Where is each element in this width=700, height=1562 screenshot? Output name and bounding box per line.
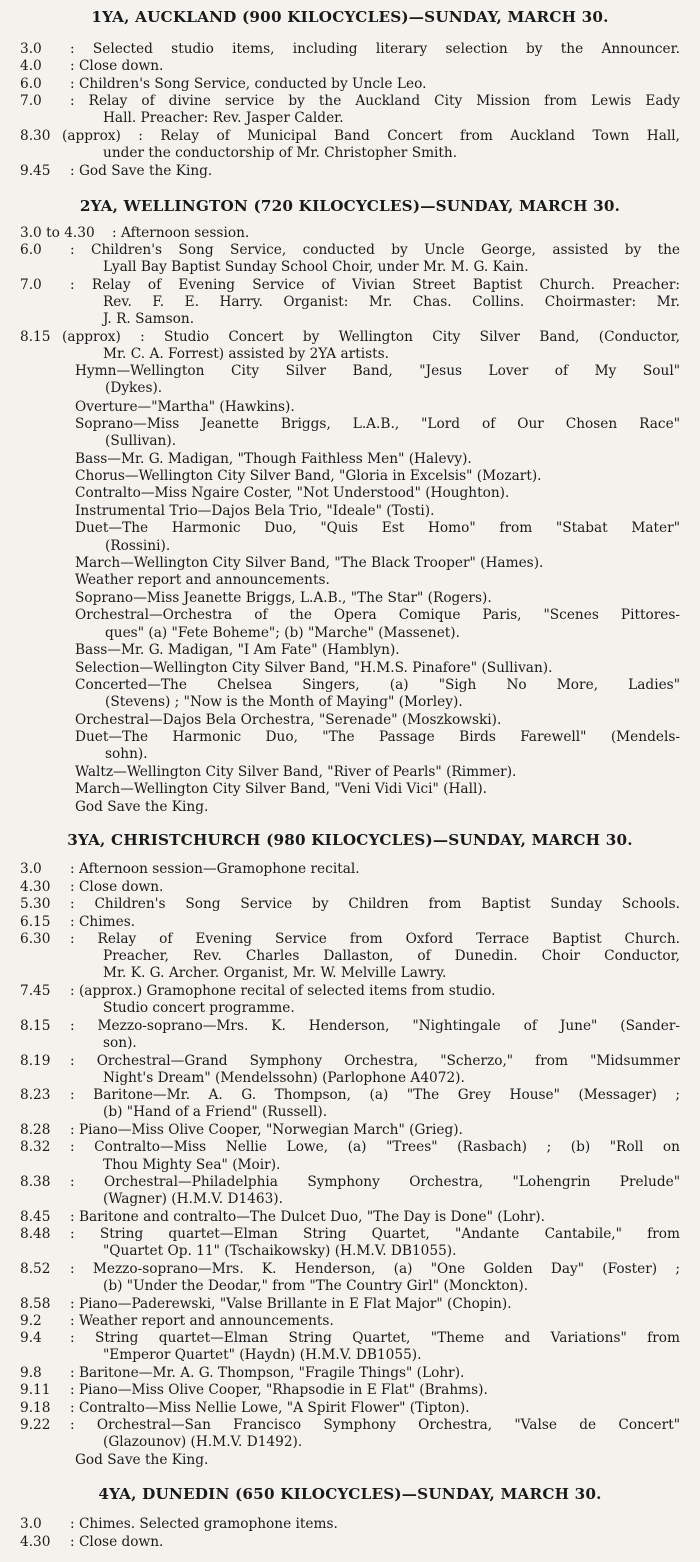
item-time: 8.32 bbox=[20, 1139, 51, 1155]
program-text: Concerted—The Chelsea Singers, (a) "Sigh No More, Ladies" bbox=[75, 677, 680, 693]
item-time: 3.0 bbox=[20, 41, 42, 57]
item-text-continued: Mr. C. A. Forrest) assisted by 2YA artists. bbox=[103, 346, 389, 362]
item-time: 8.30 bbox=[20, 128, 51, 144]
item-time: 4.30 bbox=[20, 879, 51, 895]
item-text-continued: under the conductorship of Mr. Christopher Smith. bbox=[103, 145, 458, 161]
program-text: Overture—"Martha" (Hawkins). bbox=[75, 399, 295, 415]
item-time: 4.0 bbox=[20, 58, 42, 74]
item-text-continued: "Quartet Op. 11" (Tschaikowsky) (H.M.V. DB1055). bbox=[103, 1243, 457, 1259]
item-time: 8.15 bbox=[20, 1018, 51, 1034]
program-text: Bass—Mr. G. Madigan, "I Am Fate" (Hamblyn). bbox=[75, 642, 400, 658]
item-text: : Children's Song Service, conducted by Uncle Leo. bbox=[70, 76, 427, 92]
item-text-continued: Thou Mighty Sea" (Moir). bbox=[103, 1157, 281, 1173]
item-time: 9.4 bbox=[20, 1330, 42, 1346]
item-time: 8.28 bbox=[20, 1122, 51, 1138]
station-header-3ya: 3YA, CHRISTCHURCH (980 KILOCYCLES)—SUNDAY, MARCH 30. bbox=[67, 831, 633, 849]
item-text-continued: Lyall Bay Baptist Sunday School Choir, under Mr. M. G. Kain. bbox=[103, 259, 529, 275]
program-text: Duet—The Harmonic Duo, "Quis Est Homo" from "Stabat Mater" bbox=[75, 520, 680, 536]
program-text: Instrumental Trio—Dajos Bela Trio, "Ideale" (Tosti). bbox=[75, 503, 435, 519]
item-text: : String quartet—Elman String Quartet, "Andante Cantabile," from bbox=[70, 1226, 680, 1242]
item-text-continued: (Glazounov) (H.M.V. D1492). bbox=[103, 1434, 303, 1450]
program-text: Waltz—Wellington City Silver Band, "River of Pearls" (Rimmer). bbox=[75, 764, 517, 780]
item-text-continued: son). bbox=[103, 1035, 137, 1051]
program-text: Selection—Wellington City Silver Band, "H.M.S. Pinafore" (Sullivan). bbox=[75, 660, 553, 676]
program-text: March—Wellington City Silver Band, "Veni Vidi Vici" (Hall). bbox=[75, 781, 488, 797]
item-time: 8.48 bbox=[20, 1226, 51, 1242]
item-text-continued: (b) "Under the Deodar," from "The Country Girl" (Monckton). bbox=[103, 1278, 529, 1294]
item-text: : Chimes. Selected gramophone items. bbox=[70, 1516, 338, 1532]
item-text: : Relay of Evening Service from Oxford Terrace Baptist Church. bbox=[70, 931, 680, 947]
item-text-continued: Preacher, Rev. Charles Dallaston, of Dunedin. Choir Conductor, bbox=[103, 948, 680, 964]
program-text: Orchestral—Orchestra of the Opera Comique Paris, "Scenes Pittores- bbox=[75, 607, 680, 623]
item-text: : Relay of Evening Service of Vivian Street Baptist Church. Preacher: bbox=[70, 277, 680, 293]
item-time: 8.45 bbox=[20, 1209, 51, 1225]
item-text: : Children's Song Service by Children from Baptist Sunday Schools. bbox=[70, 896, 680, 912]
item-text: : Piano—Miss Olive Cooper, "Rhapsodie in E Flat" (Brahms). bbox=[70, 1382, 488, 1398]
item-text: : Orchestral—Philadelphia Symphony Orchestra, "Lohengrin Prelude" bbox=[70, 1174, 680, 1190]
item-text: : String quartet—Elman String Quartet, "Theme and Variations" from bbox=[70, 1330, 680, 1346]
item-time: 9.2 bbox=[20, 1313, 42, 1329]
program-text: Weather report and announcements. bbox=[75, 572, 330, 588]
item-text: : Afternoon session—Gramophone recital. bbox=[70, 861, 360, 877]
item-text: : God Save the King. bbox=[70, 163, 213, 179]
item-time: 9.22 bbox=[20, 1417, 51, 1433]
item-time: 4.30 bbox=[20, 1534, 51, 1550]
program-text: God Save the King. bbox=[75, 799, 209, 815]
program-text: Soprano—Miss Jeanette Briggs, L.A.B., "Lord of Our Chosen Race" bbox=[75, 416, 680, 432]
item-text: : Piano—Miss Olive Cooper, "Norwegian March" (Grieg). bbox=[70, 1122, 463, 1138]
program-text-continued: (Sullivan). bbox=[105, 433, 177, 449]
program-text: Contralto—Miss Ngaire Coster, "Not Understood" (Houghton). bbox=[75, 485, 510, 501]
item-text: : Close down. bbox=[70, 879, 164, 895]
item-time: 9.11 bbox=[20, 1382, 51, 1398]
item-text: : Mezzo-soprano—Mrs. K. Henderson, "Nightingale of June" (Sander- bbox=[70, 1018, 680, 1034]
item-text-continued: (b) "Hand of a Friend" (Russell). bbox=[103, 1104, 328, 1120]
item-text: : (approx.) Gramophone recital of selected items from studio. bbox=[70, 983, 496, 999]
item-text: : Close down. bbox=[70, 1534, 164, 1550]
item-text: : Children's Song Service, conducted by Uncle George, assisted by the bbox=[70, 242, 680, 258]
item-text-continued: Night's Dream" (Mendelssohn) (Parlophone A4072). bbox=[103, 1070, 465, 1086]
item-text-continued: Mr. K. G. Archer. Organist, Mr. W. Melville Lawry. bbox=[103, 965, 447, 981]
item-text: : Chimes. bbox=[70, 914, 136, 930]
program-text: Orchestral—Dajos Bela Orchestra, "Serenade" (Moszkowski). bbox=[75, 712, 502, 728]
item-time: 8.15 bbox=[20, 329, 51, 345]
program-text: March—Wellington City Silver Band, "The Black Trooper" (Hames). bbox=[75, 555, 544, 571]
item-time: 8.58 bbox=[20, 1296, 51, 1312]
program-text: Soprano—Miss Jeanette Briggs, L.A.B., "The Star" (Rogers). bbox=[75, 590, 492, 606]
item-text: : Relay of divine service by the Auckland City Mission from Lewis Eady bbox=[70, 93, 680, 109]
item-text: : Piano—Paderewski, "Valse Brillante in E Flat Major" (Chopin). bbox=[70, 1296, 512, 1312]
item-time: 9.18 bbox=[20, 1400, 51, 1416]
item-text: : Mezzo-soprano—Mrs. K. Henderson, (a) "One Golden Day" (Foster) ; bbox=[70, 1261, 680, 1277]
item-text: : Contralto—Miss Nellie Lowe, "A Spirit Flower" (Tipton). bbox=[70, 1400, 470, 1416]
program-text-continued: ques" (a) "Fete Boheme"; (b) "Marche" (Massenet). bbox=[105, 625, 460, 641]
program-text: Duet—The Harmonic Duo, "The Passage Birds Farewell" (Mendels- bbox=[75, 729, 680, 745]
program-text-continued: (Stevens) ; "Now is the Month of Maying" (Morley). bbox=[105, 694, 463, 710]
item-text: : Afternoon session. bbox=[112, 225, 250, 241]
program-text-continued: sohn). bbox=[105, 746, 148, 762]
program-text: Bass—Mr. G. Madigan, "Though Faithless Men" (Halevy). bbox=[75, 451, 472, 467]
item-time: 6.15 bbox=[20, 914, 51, 930]
item-text: : Baritone—Mr. A. G. Thompson, (a) "The Grey House" (Messager) ; bbox=[70, 1087, 680, 1103]
station-header-4ya: 4YA, DUNEDIN (650 KILOCYCLES)—SUNDAY, MARCH 30. bbox=[98, 1485, 602, 1503]
item-time: 9.8 bbox=[20, 1365, 42, 1381]
item-text-continued: (Wagner) (H.M.V. D1463). bbox=[103, 1191, 283, 1207]
item-text: : Contralto—Miss Nellie Lowe, (a) "Trees" (Rasbach) ; (b) "Roll on bbox=[70, 1139, 680, 1155]
item-time: 8.19 bbox=[20, 1053, 51, 1069]
item-text: (approx) : Relay of Municipal Band Concert from Auckland Town Hall, bbox=[62, 128, 680, 144]
item-time: 7.45 bbox=[20, 983, 51, 999]
program-text-continued: (Dykes). bbox=[105, 380, 163, 396]
item-text-continued: Rev. F. E. Harry. Organist: Mr. Chas. Collins. Choirmaster: Mr. bbox=[103, 294, 680, 310]
item-text: : Orchestral—San Francisco Symphony Orchestra, "Valse de Concert" bbox=[70, 1417, 680, 1433]
item-time: 3.0 bbox=[20, 1516, 42, 1532]
item-text: : Selected studio items, including literary selection by the Announcer. bbox=[70, 41, 680, 57]
item-text-continued: J. R. Samson. bbox=[103, 311, 195, 327]
item-time: 6.0 bbox=[20, 76, 42, 92]
item-text: (approx) : Studio Concert by Wellington City Silver Band, (Conductor, bbox=[62, 329, 680, 345]
item-text-continued: "Emperor Quartet" (Haydn) (H.M.V. DB1055). bbox=[103, 1347, 422, 1363]
item-time: 7.0 bbox=[20, 277, 42, 293]
item-time: 6.30 bbox=[20, 931, 51, 947]
station-header-2ya: 2YA, WELLINGTON (720 KILOCYCLES)—SUNDAY, MARCH 30. bbox=[79, 197, 621, 215]
station-header-1ya: 1YA, AUCKLAND (900 KILOCYCLES)—SUNDAY, MARCH 30. bbox=[91, 8, 609, 26]
item-time: 5.30 bbox=[20, 896, 51, 912]
item-time: 8.23 bbox=[20, 1087, 51, 1103]
item-time: 9.45 bbox=[20, 163, 51, 179]
item-text: God Save the King. bbox=[75, 1452, 209, 1468]
item-text-continued: Hall. Preacher: Rev. Jasper Calder. bbox=[103, 110, 344, 126]
item-time: 7.0 bbox=[20, 93, 42, 109]
item-text: : Orchestral—Grand Symphony Orchestra, "Scherzo," from "Midsummer bbox=[70, 1053, 680, 1069]
program-text: Hymn—Wellington City Silver Band, "Jesus Lover of My Soul" bbox=[75, 363, 680, 379]
item-text: : Baritone and contralto—The Dulcet Duo, "The Day is Done" (Lohr). bbox=[70, 1209, 545, 1225]
item-time: 8.52 bbox=[20, 1261, 51, 1277]
item-text: : Baritone—Mr. A. G. Thompson, "Fragile Things" (Lohr). bbox=[70, 1365, 465, 1381]
item-text: : Close down. bbox=[70, 58, 164, 74]
item-time: 6.0 bbox=[20, 242, 42, 258]
item-text-continued: Studio concert programme. bbox=[103, 1000, 295, 1016]
item-time: 8.38 bbox=[20, 1174, 51, 1190]
item-time: 3.0 to 4.30 bbox=[20, 225, 95, 241]
item-text: : Weather report and announcements. bbox=[70, 1313, 334, 1329]
item-time: 3.0 bbox=[20, 861, 42, 877]
program-text: Chorus—Wellington City Silver Band, "Gloria in Excelsis" (Mozart). bbox=[75, 468, 542, 484]
program-text-continued: (Rossini). bbox=[105, 538, 171, 554]
